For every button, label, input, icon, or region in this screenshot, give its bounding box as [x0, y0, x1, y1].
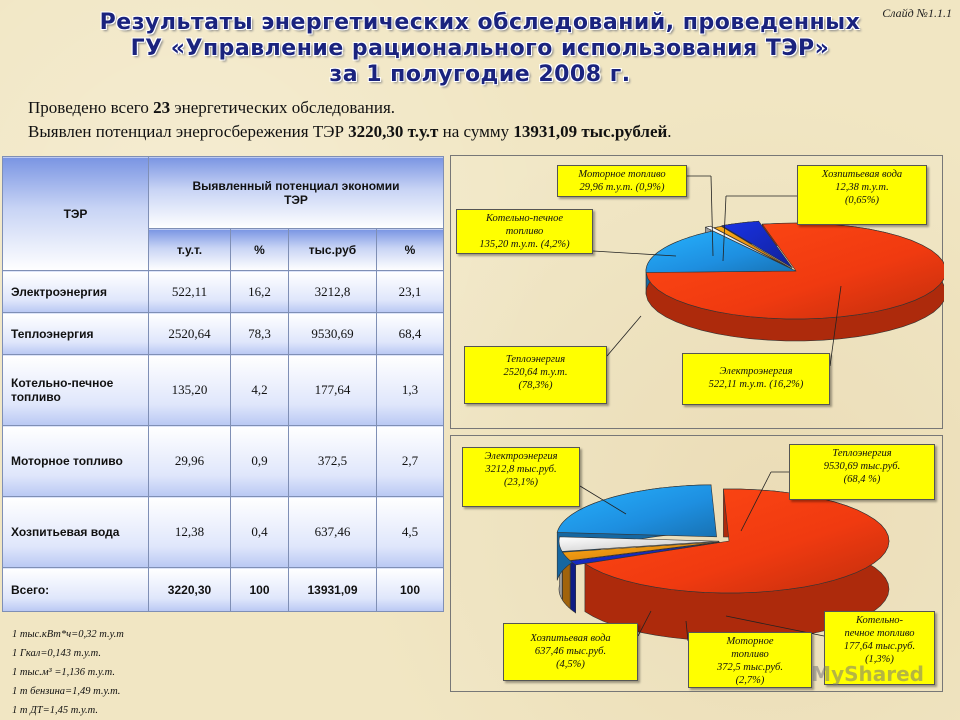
summary-line-2 [28, 120, 672, 144]
summary-l1-pre: Проведено всего [28, 98, 154, 117]
callout-teplo-rub: Теплоэнергия 9530,69 тыс.руб. (68,4 %) [789, 444, 935, 500]
title-line-2: ГУ «Управление рационального использования ТЭР» [130, 36, 830, 61]
callout-kotel-rub: Котельно- печное топливо 177,64 тыс.руб. (1,3%) [824, 611, 935, 685]
subheader-rub: тыс.руб [289, 229, 377, 271]
callout-kotel-tut: Котельно-печное топливо 135,20 т.у.т. (4,2%) [456, 209, 593, 254]
header-potential: Выявленный потенциал экономии ТЭР [149, 157, 444, 229]
cell-pct2: 2,7 [377, 426, 444, 497]
row-name: Электроэнергия [3, 271, 149, 313]
note-item: 1 т бензина=1,49 т.у.т. [12, 686, 121, 697]
cell-tut: 522,11 [149, 271, 231, 313]
potential-tut: 3220,30 т.у.т [348, 122, 439, 141]
potential-rub: 13931,09 тыс.рублей [513, 122, 668, 141]
slide-number: Слайд №1.1.1 [882, 6, 952, 20]
cell-rub: 3212,8 [289, 271, 377, 313]
title-line-1: Результаты энергетических обследований, проведенных [99, 10, 861, 35]
callout-motor-rub: Моторное топливо 372,5 тыс.руб. (2,7%) [688, 632, 812, 688]
note-item: 1 тыс.кВт*ч=0,32 т.у.т [12, 629, 124, 640]
row-name: Теплоэнергия [3, 313, 149, 355]
survey-count: 23 [153, 98, 171, 117]
callout-voda-tut: Хозпитьевая вода 12,38 т.у.т. (0,65%) [797, 165, 927, 225]
summary-line-1 [28, 96, 672, 120]
callout-motor-tut: Моторное топливо 29,96 т.у.т. (0,9%) [557, 165, 687, 197]
header-ter: ТЭР [3, 157, 149, 271]
note-item: 1 тыс.м³ =1,136 т.у.т. [12, 667, 115, 678]
page-title [0, 10, 960, 88]
callout-electro-tut: Электроэнергия 522,11 т.у.т. (16,2%) [682, 353, 830, 405]
cell-pct1: 100 [231, 568, 289, 612]
note-item: 1 т ДТ=1,45 т.у.т. [12, 705, 98, 716]
cell-tut: 29,96 [149, 426, 231, 497]
cell-pct1: 16,2 [231, 271, 289, 313]
pie-chart-tut [450, 155, 943, 429]
cell-pct2: 23,1 [377, 271, 444, 313]
row-name: Всего: [3, 568, 149, 612]
summary-l1-post: энергетических обследования. [170, 98, 396, 117]
watermark-logo: MyShared [811, 662, 924, 686]
cell-rub: 372,5 [289, 426, 377, 497]
leader-line [607, 316, 641, 356]
cell-pct1: 0,4 [231, 497, 289, 568]
table-total-row [3, 568, 444, 612]
cell-tut: 135,20 [149, 355, 231, 426]
row-name: Моторное топливо [3, 426, 149, 497]
summary-l2-post: . [667, 122, 672, 141]
cell-rub: 177,64 [289, 355, 377, 426]
table-row [3, 271, 444, 313]
cell-pct2: 68,4 [377, 313, 444, 355]
pie-slice-side [571, 561, 576, 613]
callout-teplo-tut: Теплоэнергия 2520,64 т.у.т. (78,3%) [464, 346, 607, 404]
cell-pct1: 78,3 [231, 313, 289, 355]
summary-l2-pre: Выявлен потенциал энергосбережения ТЭР [28, 122, 349, 141]
cell-rub: 13931,09 [289, 568, 377, 612]
results-table [2, 156, 444, 611]
cell-pct2: 4,5 [377, 497, 444, 568]
cell-rub: 637,46 [289, 497, 377, 568]
cell-pct1: 4,2 [231, 355, 289, 426]
pie-chart-rub [450, 435, 943, 692]
cell-pct1: 0,9 [231, 426, 289, 497]
cell-tut: 3220,30 [149, 568, 231, 612]
table-row [3, 497, 444, 568]
subheader-pct2: % [377, 229, 444, 271]
cell-pct2: 100 [377, 568, 444, 612]
conversion-notes [12, 625, 124, 720]
subheader-pct1: % [231, 229, 289, 271]
cell-pct2: 1,3 [377, 355, 444, 426]
cell-tut: 12,38 [149, 497, 231, 568]
pie-slice [557, 485, 716, 537]
note-item: 1 Гкал=0,143 т.у.т. [12, 648, 101, 659]
summary-text [28, 96, 672, 144]
summary-l2-mid: на сумму [438, 122, 514, 141]
table-row [3, 426, 444, 497]
table-row [3, 313, 444, 355]
title-line-3: за 1 полугодие 2008 г. [329, 62, 631, 87]
cell-rub: 9530,69 [289, 313, 377, 355]
callout-voda-rub: Хозпитьевая вода 637,46 тыс.руб. (4,5%) [503, 623, 638, 681]
callout-electro-rub: Электроэнергия 3212,8 тыс.руб. (23,1%) [462, 447, 580, 507]
row-name: Хозпитьевая вода [3, 497, 149, 568]
subheader-tut: т.у.т. [149, 229, 231, 271]
row-name: Котельно-печное топливо [3, 355, 149, 426]
table-row [3, 355, 444, 426]
cell-tut: 2520,64 [149, 313, 231, 355]
